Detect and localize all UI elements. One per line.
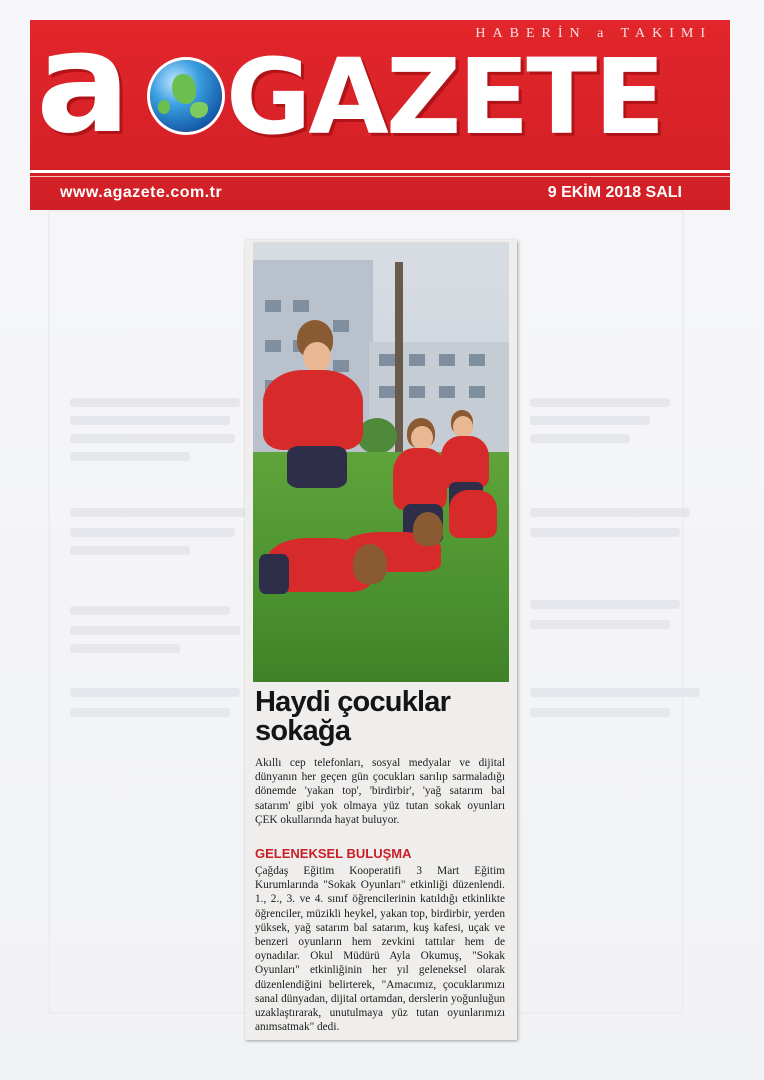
globe-icon xyxy=(150,60,222,132)
logo-letter-a: a xyxy=(36,20,131,165)
bleed-through-line xyxy=(70,452,190,461)
masthead-date: 9 EKİM 2018 SALI xyxy=(547,184,682,201)
article-photo xyxy=(253,242,509,682)
bleed-through-line xyxy=(530,688,700,697)
article-body: Çağdaş Eğitim Kooperatifi 3 Mart Eğitim Kurumlarında "Sokak Oyunları" etkinliği düzenlendi. 1., 2., 3. ve 4. sınıf öğrencilerinin katıldığı etkinlikte öğrenciler, müzikli heykel, yakan top, birdirbir, yerden yüksek, yağ satarım bal satarım, kuş kafesi, uçak ve benzeri oyunların hem zevkini tattılar hem de oynadılar. Okul Müdürü Ayla Okumuş, "Sokak Oyunları" etkinliğinin her yıl geleneksel olarak düzenlendiğini belirterek, "Amacımız, çocuklarımızı sanal dünyadan, dijital ortamdan, derslerin yoğunluğun uzaklaştırarak, unutulmaya yüz tutan oyunlarımızı anımsatmak" dedi. xyxy=(255,865,505,1034)
bleed-through-line xyxy=(70,508,245,517)
bleed-through-line xyxy=(70,546,190,555)
masthead-divider-thin xyxy=(30,176,730,177)
bleed-through-line xyxy=(530,528,680,537)
bleed-through-line xyxy=(70,626,240,635)
masthead-website: www.agazete.com.tr xyxy=(60,184,223,201)
bleed-through-line xyxy=(70,606,230,615)
bleed-through-line xyxy=(70,688,240,697)
newspaper-masthead xyxy=(30,20,730,210)
bleed-through-line xyxy=(70,398,240,407)
bleed-through-line xyxy=(530,708,670,717)
masthead-tagline: HABERİN a TAKIMI xyxy=(475,26,712,41)
article-lead: Akıllı cep telefonları, sosyal medyalar ve dijital dünyanın her geçen gün çocukları sarılıp sarmaladığı dönemde 'yakan top', 'birdirbir', 'yağ satarım bal satarım' gibi yok olmaya yüz tutan sokak oyunları ÇEK okullarında hayat buluyor. xyxy=(255,757,505,826)
bleed-through-line xyxy=(70,434,235,443)
bleed-through-line xyxy=(70,528,235,537)
bleed-through-line xyxy=(530,620,670,629)
logo-wordmark: GAZETE xyxy=(226,36,663,158)
article-headline: Haydi çocuklar sokağa xyxy=(255,686,451,747)
bleed-through-line xyxy=(530,434,630,443)
masthead-divider xyxy=(30,170,730,173)
bleed-through-line xyxy=(70,708,230,717)
bleed-through-line xyxy=(530,508,690,517)
bleed-through-line xyxy=(530,600,680,609)
article-subheading: GELENEKSEL BULUŞMA xyxy=(255,846,412,861)
bleed-through-line xyxy=(530,416,650,425)
bleed-through-line xyxy=(530,398,670,407)
bleed-through-line xyxy=(70,644,180,653)
article-clipping xyxy=(245,240,517,1040)
bleed-through-line xyxy=(70,416,230,425)
